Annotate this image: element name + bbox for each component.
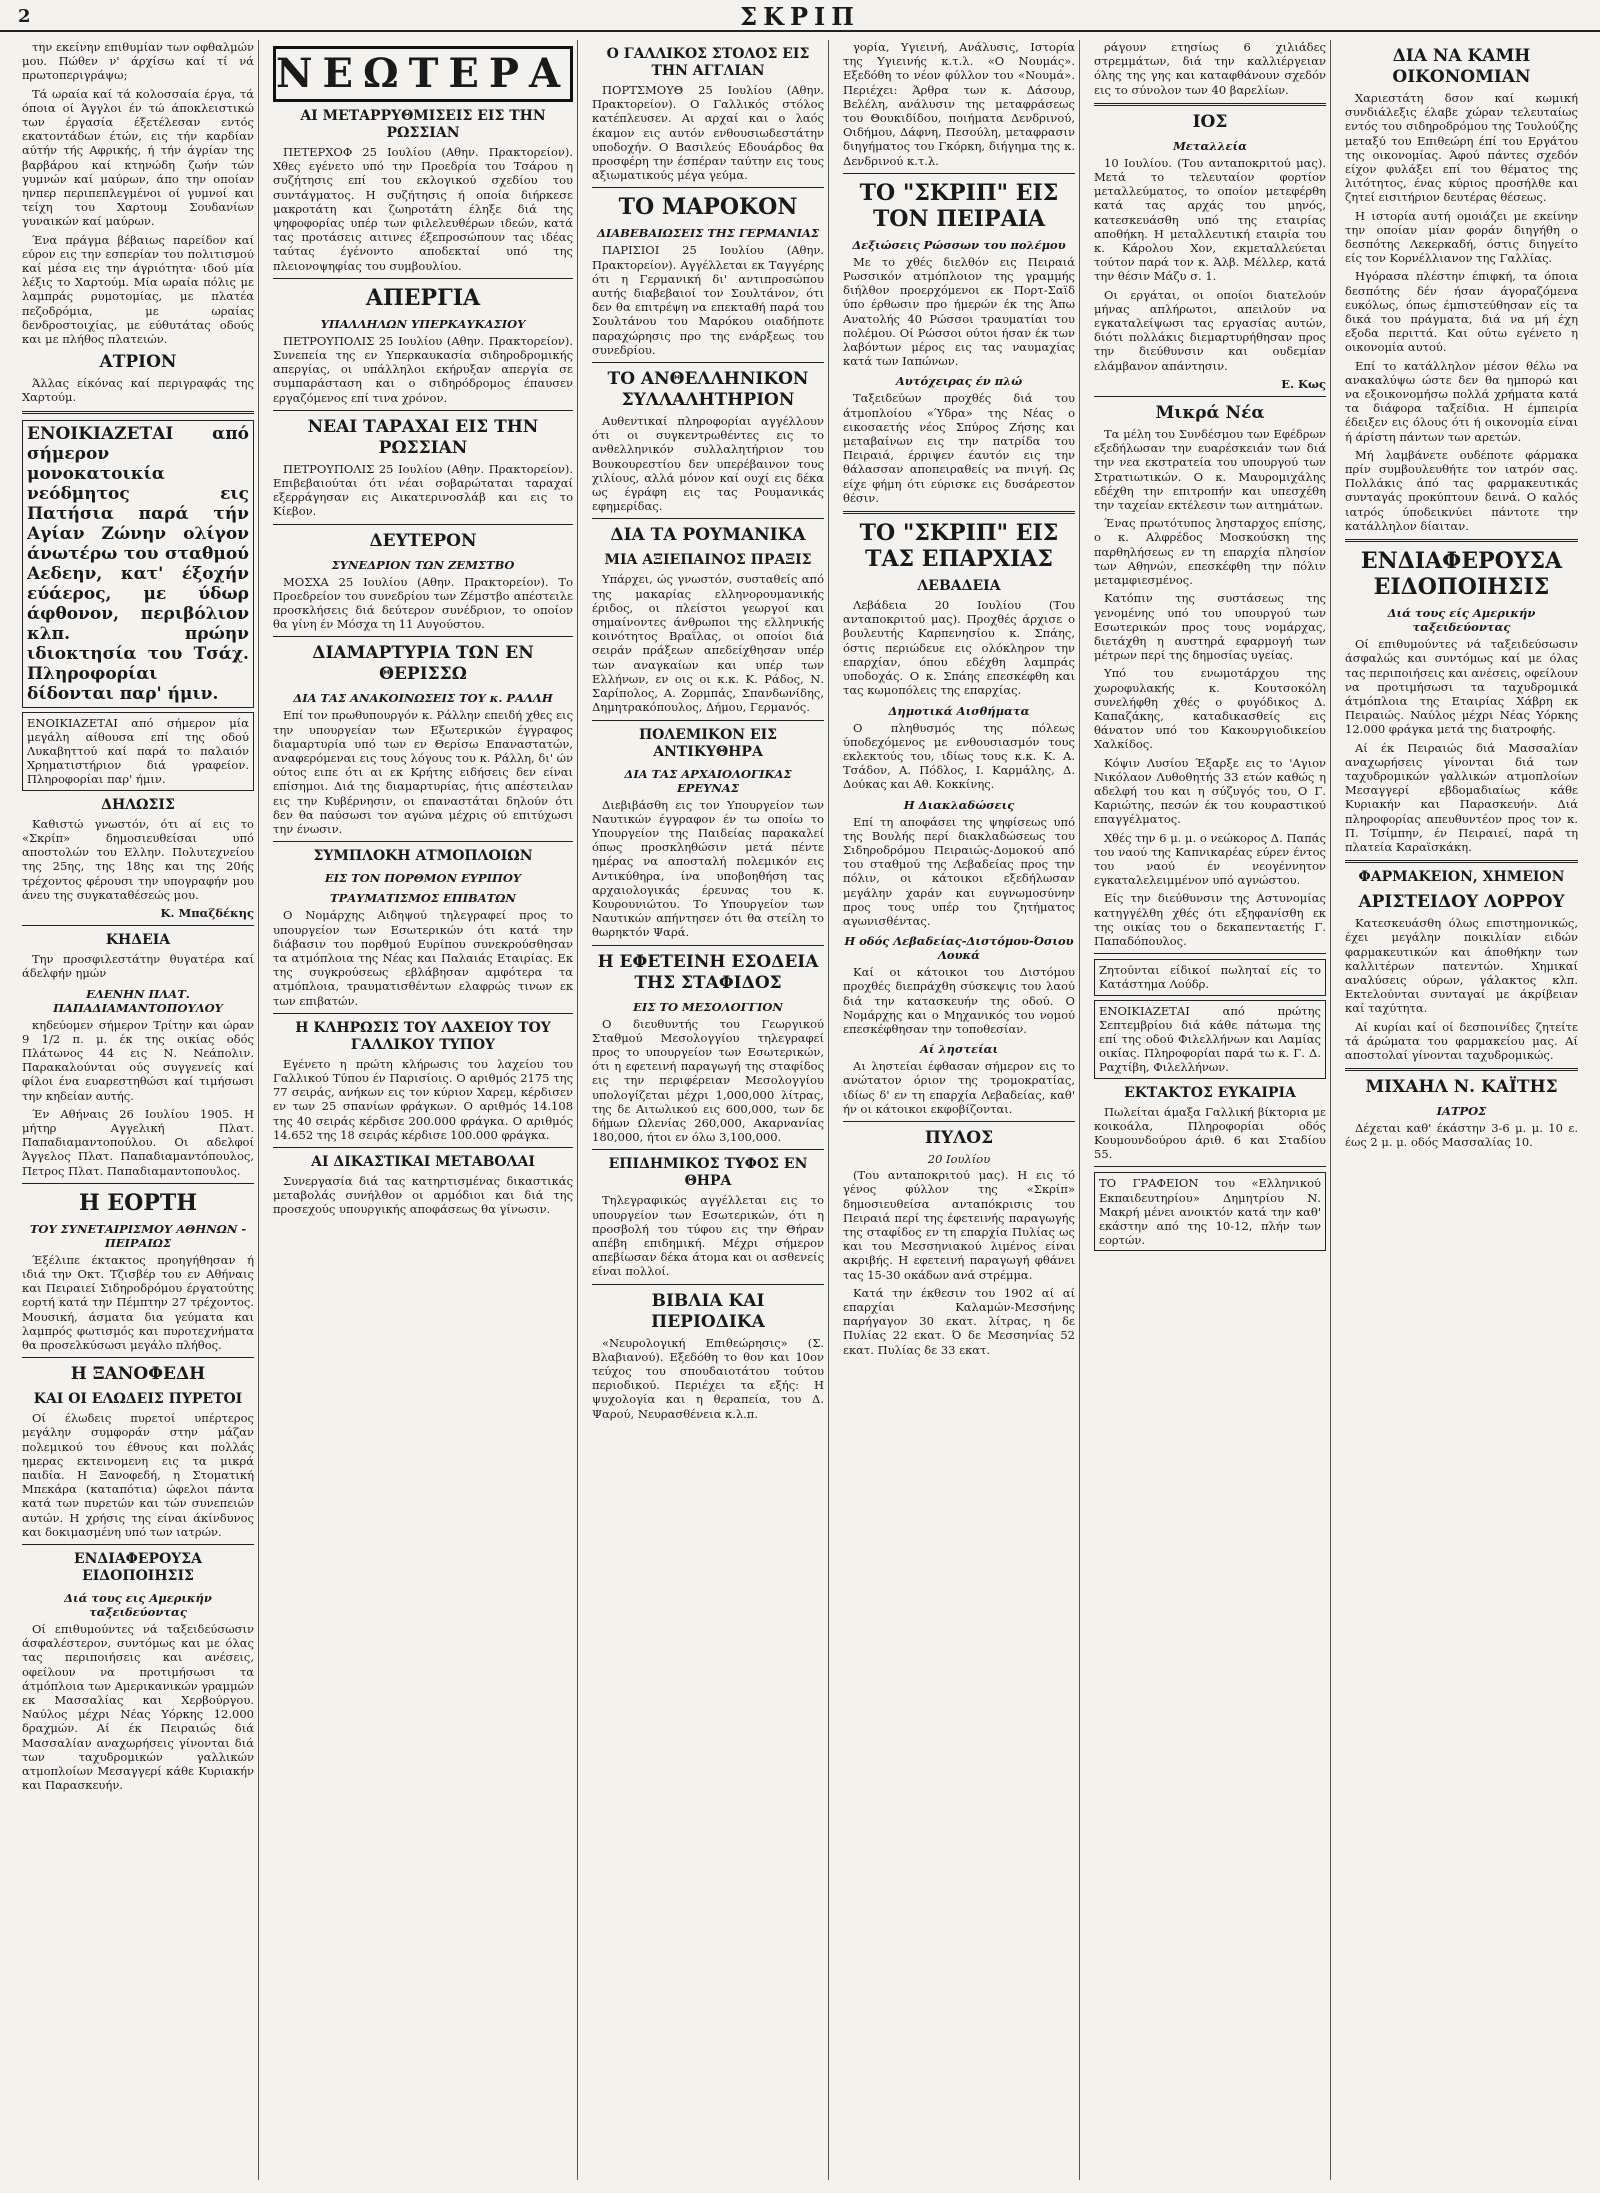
article-text: 10 Ιουλίου. (Του ανταποκριτού μας). Μετά το τελευταίον φορτίον μεταλλεύματος, το οποίον μετεφέρθη κατά τας αρχάς του μηνός, κατεσκευάσθη υπό της εταιρίας αποθήκη. Η μεταλλευτική εταιρία του κ. Κάρολου Χον, εκμεταλλεύεται τούτον παρά τον κ. Άλβ. Μέλλερ, κατά την θέσιν Μάζυ σ. 1. [1094,155,1326,284]
article-text: Επί το κατάλληλον μέσον θέλω να ανακαλύψω ώστε δεν θα ημπορώ και να εξοικονομήσω πολλά χρήματα κατά τα διάφορα ταξείδια. Η έμπειρία έδειξεν εις όλους ότι ή οικονομία είναι ή άρίστη πάντων των αρετών. [1345,358,1578,444]
section-subheading: ΕΙΣ ΤΟΝ ΠΟΡΘΜΟΝ ΕΥΡΙΠΟΥ [324,871,522,886]
article-subheading: Μεταλλεία [1173,138,1247,153]
article-text: ράγουν ετησίως 6 χιλιάδες στρεμμάτων, διά την καλλιέργειαν όλης της γης και καταφθάνουν σχεδόν εις το σύνολον των 40 βαρελίων. [1094,40,1326,97]
article-text: Ο πληθυσμός της πόλεως ύποδεχόμενος με ενθουσιασμόν τους εκλεκτούς του, ιδίως τους κ.κ. Κ. Α. Τσάδον, Α. Πόδλος, Ι. Καρμάλης, Δ. Δούκας και Αθ. Κοκκίνης. [843,720,1075,792]
article-text: Δέχεται καθ' έκάστην 3-6 μ. μ. 10 ε. έως 2 μ. μ. οδός Μασσαλίας 10. [1345,1121,1578,1150]
article-text: Υπάρχει, ώς γνωστόν, συσταθείς από της μακαρίας ελληνορουμανικής έριδος, οι πλείστοι γεωργοί και σημαίνοντες άνθρωποι της ελληνικής κοινότητος Βραΐλας, οι οποίοι διά σειράν πράξεων απεδείχθησαν υπέρ των αναγκαίων και υπέρ των Ελλήνων, εν οις οι κ.κ. Κ. Ράδος, Ν. Σαρίπολος, Α. Ζορμπάς, Σπανδωνίδης, Δημητρακόπουλος, Δήμου, Γερμανός. [592,572,825,715]
divider [273,841,573,842]
article-text: Ηγόρασα πλέστην έπιφκή, τα όποια δεσπότης δέν ήσαν άγοραζόμενα ευκόλως, όπως έμπιστεύθησαν είς τα δικά του πράγματα, διά να μή έχη εξοδα περιττά. Και ούτω εγένετο η οικονομία αυτού. [1345,269,1578,355]
rental-ad: ΕΝΟΙΚΙΑΖΕΤΑΙ από σήμερον μία μεγάλη αίθουσα επί της οδού Λυκαβηττού καί παρά το παλαιόν Χρηματιστήριον διά γραφείον. Πληροφορίαι παρ' ήμιν. [22,712,254,791]
section-subheading: ΚΑΙ ΟΙ ΕΛΩΔΕΙΣ ΠΥΡΕΤΟΙ [33,1391,243,1408]
section-heading: ΤΟ "ΣΚΡΙΠ" ΕΙΣ ΤΑΣ ΕΠΑΡΧΙΑΣ [859,520,1059,573]
section-heading: ΕΚΤΑΚΤΟΣ ΕΥΚΑΙΡΙΑ [1124,1084,1296,1101]
article-text: Με το χθές διελθόν εις Πειραιά Ρωσσικόν ατμόπλοιον της γραμμής διήλθον προερχόμενοι εκ Πορτ-Σαϊδ ύπο έρθωσιν προ ήμερών έκ της Άπω Ανατολής 40 Ρώσσοι τραυματίαι του πολέμου. Οί Ρώσσοι ούτοι ήσαν έκ των λαβόντων μέρος εις τας ναυμαχίας κατά των Ιαπώνων. [843,254,1075,369]
article-text: Έν Αθήναις 26 Ιουλίου 1905. Η μήτηρ Αγγελική Πλατ. Παπαδιαμαντοπούλου. Οι αδελφοί Άγγελος Πλατ. Παπαδιαμαντόπουλος, Πετρος Πλατ. Παπαδιαμαντοπουλος. [22,1106,254,1178]
rental-ad: ΕΝΟΙΚΙΑΖΕΤΑΙ από σήμερον μονοκατοικία νεόδμητος εις Πατήσια παρά τήν Αγίαν Ζώνην ολίγον άνωτέρω του σταθμού Αεδεην, κατ' έξοχήν εύάερος, με ύδωρ άφθονον, περιβόλιον κλπ. πρώην ιδιοκτησία του Τσάχ. Πληροφορίαι δίδονται παρ' ήμιν. [22,420,254,708]
section-heading: Η ΕΟΡΤΗ [78,1189,198,1216]
section-subheading: ΣΥΝΕΔΡΙΟΝ ΤΩΝ ΖΕΜΣΤΒΟ [331,557,515,572]
section-subheading: ΔΙΑΒΕΒΑΙΩΣΕΙΣ ΤΗΣ ΓΕΡΜΑΝΙΑΣ [596,226,820,241]
section-heading: Ο ΓΑΛΛΙΚΟΣ ΣΤΟΛΟΣ ΕΙΣ ΤΗΝ ΑΓΓΛΙΑΝ [606,46,810,79]
section-subheading: ΤΡΑΥΜΑΤΙΣΜΟΣ ΕΠΙΒΑΤΩΝ [330,891,516,906]
doctor-title: ΙΑΤΡΟΣ [1436,1104,1487,1119]
rental-ad: ΕΝΟΙΚΙΑΖΕΤΑΙ από πρώτης Σεπτεμβρίου διά κάθε πάτωμα της επί της οδού Φιλελλήνων και Λαμίας οικίας. Πληροφορίαι παρά τω κ. Γ. Δ. Ραχτίβη, Φιλελλήνων. [1094,1000,1326,1079]
section-subheading: ΔΙΑ ΤΑΣ ΑΝΑΚΟΙΝΩΣΕΙΣ ΤΟΥ κ. ΡΑΛΛΗ [293,691,553,706]
column-5 [1090,40,1331,2180]
article-subheading: Η οδός Λεβαδείας-Διστόμου-Όσιου Λουκά [844,934,1074,963]
article-subheading: Αυτόχειρας έν πλώ [895,374,1023,389]
divider [1094,103,1326,106]
article-text: Τά ωραία καί τά κολοσσαία έργα, τά όποια οί Άγγλοι έν τώ άποκλειστικώ των έργασία έξετέλεσαν εντός εκατοντάδων έτών, εις τήν καρδίαν αύτήν τής Αφρικής, ή τήν άγρίαν της βαρβάρου καί κτηνώδη ζωήν τών γυμνών καί μαύρων, άπο την οποίαν ηνπερ περιπεπλεγμένοι οί γυμνοί και τείχη του Χαρτουμ Σουδανίων γυναικών καί μαύρων. [22,86,254,229]
doctor-name: ΜΙΧΑΗΛ Ν. ΚΑΪΤΗΣ [1365,1077,1558,1098]
section-heading: ΔΙΑ ΝΑ ΚΑΜΗ ΟΙΚΟΝΟΜΙΑΝ [1392,46,1531,87]
section-subheading: ΛΕΒΑΔΕΙΑ [917,578,1001,595]
divider [843,173,1075,174]
section-heading: Η ΞΑΝΟΦΕΔΗ [70,1364,206,1385]
section-subheading: ΤΟΥ ΣΥΝΕΤΑΙΡΙΣΜΟΥ ΑΘΗΝΩΝ - ΠΕΙΡΑΙΩΣ [29,1221,247,1250]
signature: Κ. Μπαζδέκης [160,905,254,920]
article-text: Είς την διεύθυνσιν της Αστυνομίας κατηγγέλθη χθές ότι εξηφανίσθη εκ της οικίας του ο δεκαπενταετής Γ. Παπαδόπουλος. [1094,891,1326,948]
article-text: Διεβιβάσθη εις τον Υπουργείον των Ναυτικών έγγραφον έν τω οποίω το Υπουργείον της Παιδείας παρακαλεί όπως προσκληθώσιν μετά πέντε ημέρας να αποσταλή πολεμικόν εις Αντικύθηρα, ίνα υποβοηθήση τας αρχαιολογικάς έρευνας του κ. Κουρουνιώτου. Το Υπουργείον των Ναυτικών απήντησεν ότι θα στείλη το θωρηκτόν Ψαρά. [592,797,825,940]
article-subheading: Δημοτικά Αισθήματα [888,703,1030,718]
article-text: Αί έκ Πειραιώς διά Μασσαλίαν αναχωρήσεις γίνονται διά των ταχυδρομικών γαλλικών ατμοπλοίων Μεσαγγερί εβδομαδιαίως κάθε Κυριακήν και Παρασκευήν. Διά πληροφορίας απευθυντέον προς τον κ. Π. Τσίμπην, έν Πειραιεί, παρά τη πλατεία Καραϊσκάκη. [1345,740,1578,854]
column-2 [269,40,578,2180]
article-subheading: Αί ληστείαι [919,1042,999,1057]
article-text: Καθιστώ γνωστόν, ότι αί εις το «Σκρίπ» δημοσιευθείσαι υπό αποστολών του Ελλην. Πολυτεχνείου της 25ης, της 18ης και της 20ής τρέχοντος φέρουσι την υπογραφήν μου άνευ της συγκαταθέσεώς μου. [22,816,254,902]
article-text: Ο διευθυντής του Γεωργικού Σταθμού Μεσολογγίου τηλεγραφεί προς το υπουργείον των Εσωτερικών, ότι η εφετεινή παραγωγή της σταφίδος εις την περιφέρειαν Μεσολογγίου υπολογίζεται μέχρι 1,000,000 λίτρας, της δε Αιτωλικού εις 600,000, των δε δήμων Ωλενίας 260,000, Ακαρνανίας 180,000, ήτοι εν όλω 3,100,000. [592,1016,825,1145]
article-text: Υπό του ενωμοτάρχου της χωροφυλακής κ. Κουτσοκόλη συνελήφθη χθές ο φυγόδικος Δ. Καπαζάκης, καταδικασθείς εις θάνατον υπό του Κακουργιοδικείου Χαλκίδος. [1094,666,1326,752]
article-text: Έξέλιπε έκτακτος προηγήθησαν ή ιδιά την Οκτ. Τζισβέρ του εν Αθήναις και Πειραιεί Σιδηροδρόμου έργατούτης εορτή κατά την Πέμπτην 27 τρέχοντος. Μουσική, άσματα δια γεύματα και λαμπρός φωτισμός και πυροτεχνήματα θα προσελκύσωσι μεγάλο πλήθος. [22,1252,254,1352]
section-heading: ΑΙ ΔΙΚΑΣΤΙΚΑΙ ΜΕΤΑΒΟΛΑΙ [311,1153,535,1170]
divider [592,187,824,188]
article-text: ΠΕΤΕΡΧΟΦ 25 Ιουλίου (Αθην. Πρακτορείον). Χθες εγένετο υπό την Προεδρία του Τσάρου η συζήτησις επί του εκλογικού σχεδίου του συντάγματος. Η συζήτησις ή οποία διήρκεσε μακροτάτη και ζωηροτάτη έληξε διά της ψηφοφορίας υπέρ των φιλελευθέρων ιδεών, κατά τας προτάσεις αιτινες έξεπροσώπουν τας ιδέας ταύτας έγένοντο αποδεκταί υπό της πλειονοψηφίας του συμβουλίου. [272,145,574,273]
section-heading: Η ΕΦΕΤΕΙΝΗ ΕΣΟΔΕΙΑ ΤΗΣ ΣΤΑΦΙΔΟΣ [597,951,819,993]
section-subheading: ΜΙΑ ΑΞΙΕΠΑΙΝΟΣ ΠΡΑΞΙΣ [604,552,812,569]
section-heading: ΔΕΥΤΕΡΟΝ [369,530,477,551]
section-heading: ΝΕΑΙ ΤΑΡΑΧΑΙ ΕΙΣ ΤΗΝ ΡΩΣΣΙΑΝ [307,416,539,458]
article-text: την εκείνην επιθυμίαν των οφθαλμών μου. Πώθεν ν' άρχίσω καί τί νά πρωτοπεριγράψω; [22,40,254,83]
divider [592,1149,824,1150]
section-heading: Μικρά Νέα [1155,403,1265,424]
section-subheading: ΔΙΑ ΤΑΣ ΑΡΧΑΙΟΛΟΓΙΚΑΣ ΕΡΕΥΝΑΣ [624,766,792,795]
column-6 [1341,40,1582,2180]
article-text: ΜΟΣΧΑ 25 Ιουλίου (Αθην. Πρακτορείον). Το Προεδρείον του συνεδρίου των Ζέμστβο απέστειλε προσκλήσεις διά δεύτερον συνέδριον, το οποίον θα γίνη έν Μόσχα τη 11 Αυγούστου. [272,574,574,632]
section-heading: ΠΥΛΟΣ [924,1127,994,1148]
section-heading: ΑΠΕΡΓΙΑ [365,284,481,311]
article-text: Λεβάδεια 20 Ιουλίου (Του ανταποκριτού μας). Προχθές άρχισε ο βουλευτής Καρπενησίου κ. Σπάης, όστις περιώδευε εις ολόκληρον την επαρχίαν, όπου εδέχθη λαμπράς υποδοχάς. Ο κ. Σπάης επεσκέφθη και τας κωμοπόλεις της επαρχίας. [843,598,1075,698]
article-text: Επί τον πρωθυπουργόν κ. Ράλλην επειδή χθες εις την υπουργείαν των Εξωτερικών έγγραφος διαμαρτυρία υπό των εν Θερίσω Επαναστατών, αναφερόμεναι εις τους λόγους του κ. Ράλλη, δι' ών ούτος ειπε ότι αι εκ Κρήτης ειδήσεις δεν είναι επίσημοι. Διά της διαμαρτυρίας, ήτις απέστειλαν εις την Κυβέρνησιν, οι επαναστάται δηλούν ότι δεν θα παύσωσι τον αγώνα μέχρις ού επιτύχωσι την ένωσιν. [272,708,574,837]
page-number: 2 [18,6,31,27]
divider [1094,953,1326,954]
section-heading: ΤΟ "ΣΚΡΙΠ" ΕΙΣ ΤΟΝ ΠΕΙΡΑΙΑ [859,179,1059,232]
dateline: 20 Ιουλίου [927,1151,991,1166]
divider [22,925,254,926]
article-text: Χθές την 6 μ. μ. ο νεώκορος Δ. Παπάς του ναού της Καπνικαρέας εύρεν έντος του ναού έν νεογέννητον εγκαταλελειμμένον υπό αγνώστου. [1094,830,1326,888]
article-text: Μή λαμβάνετε ουδέποτε φάρμακα πρίν συμβουλευθήτε τον ιατρόν σας. Πολλάκις άπό τας φαρμακευτικάς συνταγάς προκύπτουν δεινά. Ο καλός ιατρός ύποδεικνύει πάντοτε την κατάλληλον δίαιταν. [1345,447,1578,533]
article-text: Αι ληστείαι έφθασαν σήμερον εις το ανώτατον όριον της τρομοκρατίας, ιδίως δ' εν τη επαρχία Λεβαδείας, καθ' ήν οι κάτοικοι εκφοβίζονται. [843,1059,1075,1116]
deceased-name: ΕΛΕΝΗΝ ΠΛΑΤ. ΠΑΠΑΔΙΑΜΑΝΤΟΠΟΥΛΟΥ [53,986,223,1015]
divider [1345,539,1578,542]
column-4 [839,40,1080,2180]
section-heading: ΔΙΑ ΤΑ ΡΟΥΜΑΝΙΚΑ [610,525,806,546]
divider [592,945,824,946]
section-heading: ΔΗΛΩΣΙΣ [101,796,175,813]
newspaper-columns [18,40,1582,2180]
article-text: ΠΟΡΤΣΜΟΥΘ 25 Ιουλίου (Αθην. Πρακτορείον). Ο Γαλλικός στόλος κατέπλευσεν. Αι αρχαί και ο λαός έκαμον εις αυτόν ενθουσιωδεστάτην υποδοχήν. Ο Βασιλεύς Εδουάρδος θα προσφέρη την έσπέραν ταύτην εις τους αξιωματικούς μέγα γεύμα. [592,83,825,183]
notice-ad: ΤΟ ΓΡΑΦΕΙΟΝ του «Ελληνικού Εκπαιδευτηρίου» Δημητρίου Ν. Μακρή μένει ανοικτόν κατά την καθ' εκάστην από της 10-12, πλήν των εορτών. [1094,1172,1326,1251]
article-text: ΠΕΤΡΟΥΠΟΛΙΣ 25 Ιουλίου (Αθην. Πρακτορείον). Συνεπεία της εν Υπερκαυκασία σιδηροδρομικής απεργίας, οι υπάλληλοι εκήρυξαν απεργία σε συμπαράσταση και ο σιδηρόδρομος έπαυσεν εργαζόμενος επί τινα χρόνον. [272,333,574,405]
divider [592,518,824,519]
divider [273,636,573,637]
article-text: Επί τη αποφάσει της ψηφίσεως υπό της Βουλής περί διακλαδώσεως του Σιδηροδρόμου Πειραιώς-Δομοκού από του σταθμού της Λεβαδείας προς την πόλιν, οι κάτοικοι εξεδήλωσαν μεγάλην χαράν και ευγνωμοσύνην προς τους υπέρ του ζητήματος αγωνισθέντας. [843,814,1075,928]
divider [1345,860,1578,863]
article-text: Κατόπιν της συστάσεως της γενομένης υπό του υπουργού των Εσωτερικών προς τους νομάρχας, διετάχθη η αυστηρά εφαρμογή των μέτρων περί της δημοσίας υγείας. [1094,591,1326,663]
article-text: Τηλεγραφικώς αγγέλλεται εις το υπουργείον των Εσωτερικών, ότι η προσβολή του τύφου εις την Θήραν απέβη επιδημική. Μέχρι σήμερον απεβίωσαν δέκα άτομα και οι ασθενείς είναι πολλοί. [592,1193,825,1279]
section-heading: ΠΟΛΕΜΙΚΟΝ ΕΙΣ ΑΝΤΙΚΥΘΗΡΑ [638,726,778,760]
divider [1345,1068,1578,1071]
pharmacy-name: ΑΡΙΣΤΕΙΔΟΥ ΛΟΡΡΟΥ [1358,892,1565,913]
article-text: ΠΕΤΡΟΥΠΟΛΙΣ 25 Ιουλίου (Αθην. Πρακτορείον). Επιβεβαιούται ότι νέαι σοβαρώταται ταραχαί εξερράγησαν εις Αικατερινοσλάβ και εις το Κίεβον. [272,461,574,519]
section-heading: ΣΥΜΠΛΟΚΗ ΑΤΜΟΠΛΟΙΩΝ [313,848,533,865]
article-text: γορία, Υγιεινή, Ανάλυσις, Ιστορία της Υγιεινής κ.τ.λ. «Ο Νουμάς». Εξεδόθη το νέον φύλλον του «Νουμά». Περιέχει: Άρθρα των κ. Δάσουρ, Βελέλη, ανάλυσιν της μεταφράσεως του Θουκιδίδου, ποιήματα Δενδρινού, Οιδήμου, Δάφνη, Πεσούλη, μεταφρασιν διηγήματος του Γκόρκη, διήγημα της κ. Δενδρινού κ.τ.λ. [843,40,1075,168]
divider [273,524,573,525]
article-text: Ο Νομάρχης Αιδηψού τηλεγραφεί προς το υπουργείον των Εσωτερικών ότι κατά την διάβασιν του πορθμού Ευρίπου συνεκρούσθησαν τα ατμόπλοια της Νέας και Παλαιάς Εταιρίας. Εκ της συγκρούσεως εβλάβησαν αμφότερα τα ατμόπλοια, τραυματισθέντων ελαφρώς τινων εκ των επιβατών. [272,908,574,1008]
article-text: Οί επιθυμούντες νά ταξειδεύσωσιν άσφαλέστερον, συντόμως και με όλας τας περιποιήσεις και ανέσεις, οφείλουν να προτιμήσωσι τα άτμόπλοια των Αμερικανικών γραμμών εκ Μασσαλίας και Χερβούργου. Ναύλος μέχρι Νέας Υόρκης 12.000 δραχμών. Αί έκ Πειραιώς διά Μασσαλίαν αναχωρήσεις γίνονται διά των ταχυδρομικών γαλλικών ατμοπλοίων Μεσαγγερί κάθε Κυριακήν και Παρασκευήν. [22,1622,254,1793]
section-subheading: Διά τους εις Αμερικήν ταξειδεύοντας [64,1591,212,1619]
divider [273,410,573,411]
article-text: Κατεσκευάσθη όλως επιστημονικώς, έχει μεγάλην ποικιλίαν ειδών φαρμακευτικών και άποθήκην των καλλιτέρων πατεντών. Χημικαί αναλύσεις ούρων, γάλακτος κλπ. Εκτελούνται συνταγαί με άκρίβειαν καί ταχύτητα. [1345,916,1578,1016]
section-heading: ΑΤΡΙΟΝ [99,352,177,373]
section-heading: ΙΟΣ [1192,111,1228,132]
divider [22,1183,254,1184]
divider [273,1147,573,1148]
divider [22,411,254,414]
article-subheading: Η Διακλαδώσεις [903,797,1015,812]
masthead [0,0,1600,32]
article-text: Πωλείται άμαξα Γαλλική βίκτορια με κοικοάλα, Πληροφορίαι οδός Κουμουνδούρου άριθ. 6 και Σταδίου 55. [1094,1104,1326,1162]
article-text: Συνεργασία διά τας κατηρτισμένας δικαστικάς μεταβολάς συνήλθον οι αρμόδιοι και διά της προσεχούς υπουργικής αποφάσεως θα γίνωσιν. [272,1173,574,1217]
article-text: Την προσφιλεστάτην θυγατέρα καί άδελφήν ημών [22,952,254,981]
article-text: Ένας πρωτότυπος λησταρχος επίσης, ο κ. Αλφρέδος Μοσκούσκη της παρθηλήσεως εν τη επαρχία πλησίον των Αθηνών, επεσκέφθη την πόλιν μεταμφιεσμένος. [1094,516,1326,588]
divider [1094,396,1326,397]
section-heading: ΕΝΔΙΑΦΕΡΟΥΣΑ ΕΙΔΟΠΟΙΗΣΙΣ [73,1551,203,1584]
divider [1094,1166,1326,1167]
article-text: Εγένετο η πρώτη κλήρωσις του λαχείου του Γαλλικού Τύπου έν Παρισίοις. Ο αριθμός 2175 της 77 σειράς, ανήκων εις τον κύριον Χαρεμ, κέρδισεν εν των 25 σπανίων φράγκων. Ο αριθμός 14.108 της 40 σειράς κέρδισε 200.000 φράγκα. Ο αριθμός 14.652 της 18 σειράς κέρδισε 100.000 φράγκα. [272,1056,574,1142]
signature: Ε. Κως [1281,376,1326,391]
article-text: Άλλας είκόνας καί περιγραφάς της Χαρτούμ. [22,376,254,405]
divider [273,1013,573,1014]
column-3 [588,40,829,2180]
article-text: ΠΑΡΙΣΙΟΙ 25 Ιουλίου (Αθην. Πρακτορείον). Αγγέλλεται εκ Ταγγέρης ότι η Γερμανική δι' αντιπροσώπου αυτής διαβεβαιοί τον Σουλτάνον, ότι δεν θα επιτρέψη να επεκταθή παρά του Σουλτάνου του Μαρόκου οιαδήποτε παραχώρησις προ της ενάρξεως του συνεδρίου. [592,243,825,357]
article-text: Καί οι κάτοικοι του Διστόμου προχθές διεπράχθη σύσκεψις του λαού διά την κατασκευήν της οδού. Ο Νομάρχης και ο Μηχανικός του νομού επεσκέφθησαν την τοποθεσίαν. [843,965,1075,1036]
article-text: Οί έλωδεις πυρετοί υπέρτερος μεγάλην συμφοράν στην μάζαν πολεμικού του έθνους και πολλάς ημερας εκτεινομενη εις τα μικρά παιδία. Η Ξανοφεδή, η Στοματική Μπεκάρα (καταπότια) ώφελοι πάντα κατά των πυρετών και τών συνεπειών αυτών. Η χρήσις της είναι άκίνδυνος και δοκιμασμένη υπό των ιατρών. [22,1411,254,1539]
divider [843,511,1075,514]
section-heading: Η ΚΛΗΡΩΣΙΣ ΤΟΥ ΛΑΧΕΙΟΥ ΤΟΥ ΓΑΛΛΙΚΟΥ ΤΥΠΟΥ [295,1019,551,1053]
column-1 [18,40,259,2180]
section-subheading: ΥΠΑΛΛΗΛΩΝ ΥΠΕΡΚΑΥΚΑΣΙΟΥ [320,316,526,331]
divider [592,1284,824,1285]
section-heading: ΦΑΡΜΑΚΕΙΟΝ, ΧΗΜΕΙΟΝ [1358,869,1565,886]
section-heading: ΚΗΔΕΙΑ [105,932,171,949]
job-ad: Ζητούνται είδικοί πωληταί είς το Κατάστημα Λούδρ. [1094,959,1326,995]
divider [22,1357,254,1358]
section-heading: ΕΝΔΙΑΦΕΡΟΥΣΑ ΕΙΔΟΠΟΙΗΣΙΣ [1360,548,1563,601]
section-heading: ΑΙ ΜΕΤΑΡΡΥΘΜΙΣΕΙΣ ΕΙΣ ΤΗΝ ΡΩΣΣΙΑΝ [300,108,546,141]
article-text: Τα μέλη του Συνδέσμου των Εφέδρων εξεδήλωσαν την ευαρέσκειάν των διά την νεα εκστρατεία του υπουργού των Στρατιωτικών. Ο κ. Μαυρομιχάλης εδέχθη την επιτροπήν και υπεσχέθη την ταχείαν εκτέλεσιν των αιτημάτων. [1094,427,1326,513]
section-subheading: Διά τους είς Αμερικήν ταξειδεύοντας [1387,606,1536,635]
article-text: Οί επιθυμούντες νά ταξειδεύσωσιν άσφαλώς και συντόμως καί με όλας τας περιποιήσεις και ανέσεις, οφείλουν να προτιμήσωσι τα ταχυδρομικά άτμόπλοια της Εταιρίας Χάβρη εκ Πειραιώς. Ναύλος μέχρι Νέας Υόρκης 12.000 φράγκα μετά της διατροφής. [1345,637,1578,737]
section-subheading: Δεξιώσεις Ρώσσων του πολέμου [852,237,1066,252]
article-text: Η ιστορία αυτή ομοιάζει με εκείνην την οποίαν μίαν φοράν διηγήθη ο δεσπότης Λεκερκαδή, όστις διηγείτο είς τον Κορνέλλιανον της Γαλλίας. [1345,208,1578,266]
section-heading: ΤΟ ΑΝΘΕΛΛΗΝΙΚΟΝ ΣΥΛΛΑΛΗΤΗΡΙΟΝ [607,369,809,411]
section-heading: ΤΟ ΜΑΡΟΚΟΝ [618,194,798,221]
article-text: Οι εργάται, οι οποίοι διατελούν μήνας απλήρωτοι, απειλούν να εγκαταλείψωσι τας εργασίας αυτών, διότι πολλάκις διεμαρτυρήθησαν προς την διεύθυνσιν και ουδεμίαν ελάμβανον απάντησιν. [1094,287,1326,373]
section-subheading: ΕΙΣ ΤΟ ΜΕΣΟΛΟΓΓΙΟΝ [633,999,783,1014]
article-text: Κόψιν Λυσίου Έξαρξε εις το 'Αγιον Νικόλαον Λυθοθητής 33 ετών καθώς η αδελφή του και η σύζυγός του, Ο Γ. Καριώτης, πεσών έκ του κουραστικού επαγγέλματος. [1094,755,1326,827]
divider [843,1121,1075,1122]
article-text: Αί κυρίαι καί οί δεσποινίδες ζητείτε τά άρώματα του φαρμακείου μας. Αί αποστολαί γίνονται ταχυδρομικώς. [1345,1019,1578,1062]
section-heading: ΕΠΙΔΗΜΙΚΟΣ ΤΥΦΟΣ ΕΝ ΘΗΡΑ [608,1156,808,1190]
divider [592,362,824,363]
article-text: Ταξειδεύων προχθές διά του άτμοπλοίου «Ύδρα» της Νέας ο εικοσαετής νέος Σπύρος Ζήσης και μεταβαίνων εις την πατρίδα του Πειραιά, έρριψεν έαυτόν εις την θάλασσαν αποπειραθείς να πνιγή. Ως είχε φήμη ότι εύρισκε εις δυσάρεστον θέσιν. [843,391,1075,505]
article-text: «Νευρολογική Επιθεώρησις» (Σ. Βλαβιανού). Εξεδόθη το θον και 10ον τεύχος του σπουδαιοτάτου τούτου περιοδικού. Περιέχει τα εξής: Η ψυχολογία και η θεραπεία, του Δ. Ψαρού, Νευρασθένεια κ.λ.π. [592,1335,825,1421]
newspaper-title: ΣΚΡΙΠ [740,2,860,31]
divider [22,1544,254,1545]
article-text: (Του ανταποκριτού μας). Η εις τό γένος φύλλον της «Σκρίπ» δημοσιευθείσα ανταπόκρισις του Πειραιά περί της έφετεινής παραγωγής της σταφίδος εν τη επαρχία Πυλίας ως και του Μεσσηνιακού λιμένος είναι ακριβής. Η εφετεινή παραγωγή φθάνει τας 15-30 οκάδων ανά στρέμμα. [843,1168,1075,1282]
section-heading: ΔΙΑΜΑΡΤΥΡΙΑ ΤΩΝ ΕΝ ΘΕΡΙΣΣΩ [312,643,534,685]
article-text: Αυθεντικαί πληροφορίαι αγγέλλουν ότι οι συγκεντρωθέντες εις το ανθελληνικόν συλλαλητήριον του Βουκουρεστίου δεν υπερέβαινον τους χιλίους, αλλά μόνον καί ουχί εις δέκα ως έγράφη εις τας Ρουμανικάς εφημερίδας. [592,414,825,514]
article-text: κηδεύομεν σήμερον Τρίτην και ώραν 9 1/2 π. μ. έκ της οικίας οδός Πλάτωνος 44 εις Ν. Νεάπολιν. Παρακαλούνται ούς συγγενείς καί φίλοι ένα ευαρεστηθώσι καί τιμήσωσι την κηδείαν αυτής. [22,1017,254,1103]
article-text: Κατά την έκθεσιν του 1902 αί αί επαρχίαι Καλαμών-Μεσσήνης παρήγαγον 30 εκατ. λίτρας, η δε Πυλίας 22 εκατ. Ό δε Μεσσηνίας 52 εκατ. Πυλίας δε 33 εκατ. [843,1285,1075,1357]
article-text: Ένα πράγμα βέβαιως παρείδον καί εύρον εις την εσπερίαν του πολιτισμού καί μέσα εις την άγριότητα· ιδού μία λέξις το Χαρτούμ. Μία ωραία πόλις με λαμπράς ρυμοτομίας, με πλατέα πεζοδρόμια, με ωραίας δενδροστοιχίας, με εύθυτάτας οδούς και με πλήθος πλατειών. [22,232,254,347]
divider [273,278,573,279]
article-text: Χαριεστάτη δσον καί κωμική συνδιάλεξις έλαβε χώραν τελευταίως εντός του σιδηροδρόμου της Τουλούζης μεταξύ του Επιθεώρη έπί του Εργάτου της οικονομίας. Άφού πάντες σχεδόν είχον φυλάξει επί του θέματος της λιτότητος, ένας κύριος προσήλθε και ζητεί εισιτήριον δευτέρας θέσεως. [1345,91,1578,205]
divider [592,720,824,721]
section-banner: ΝΕΩΤΕΡΑ [273,46,573,102]
section-heading: ΒΙΒΛΙΑ ΚΑΙ ΠΕΡΙΟΔΙΚΑ [651,1290,765,1332]
